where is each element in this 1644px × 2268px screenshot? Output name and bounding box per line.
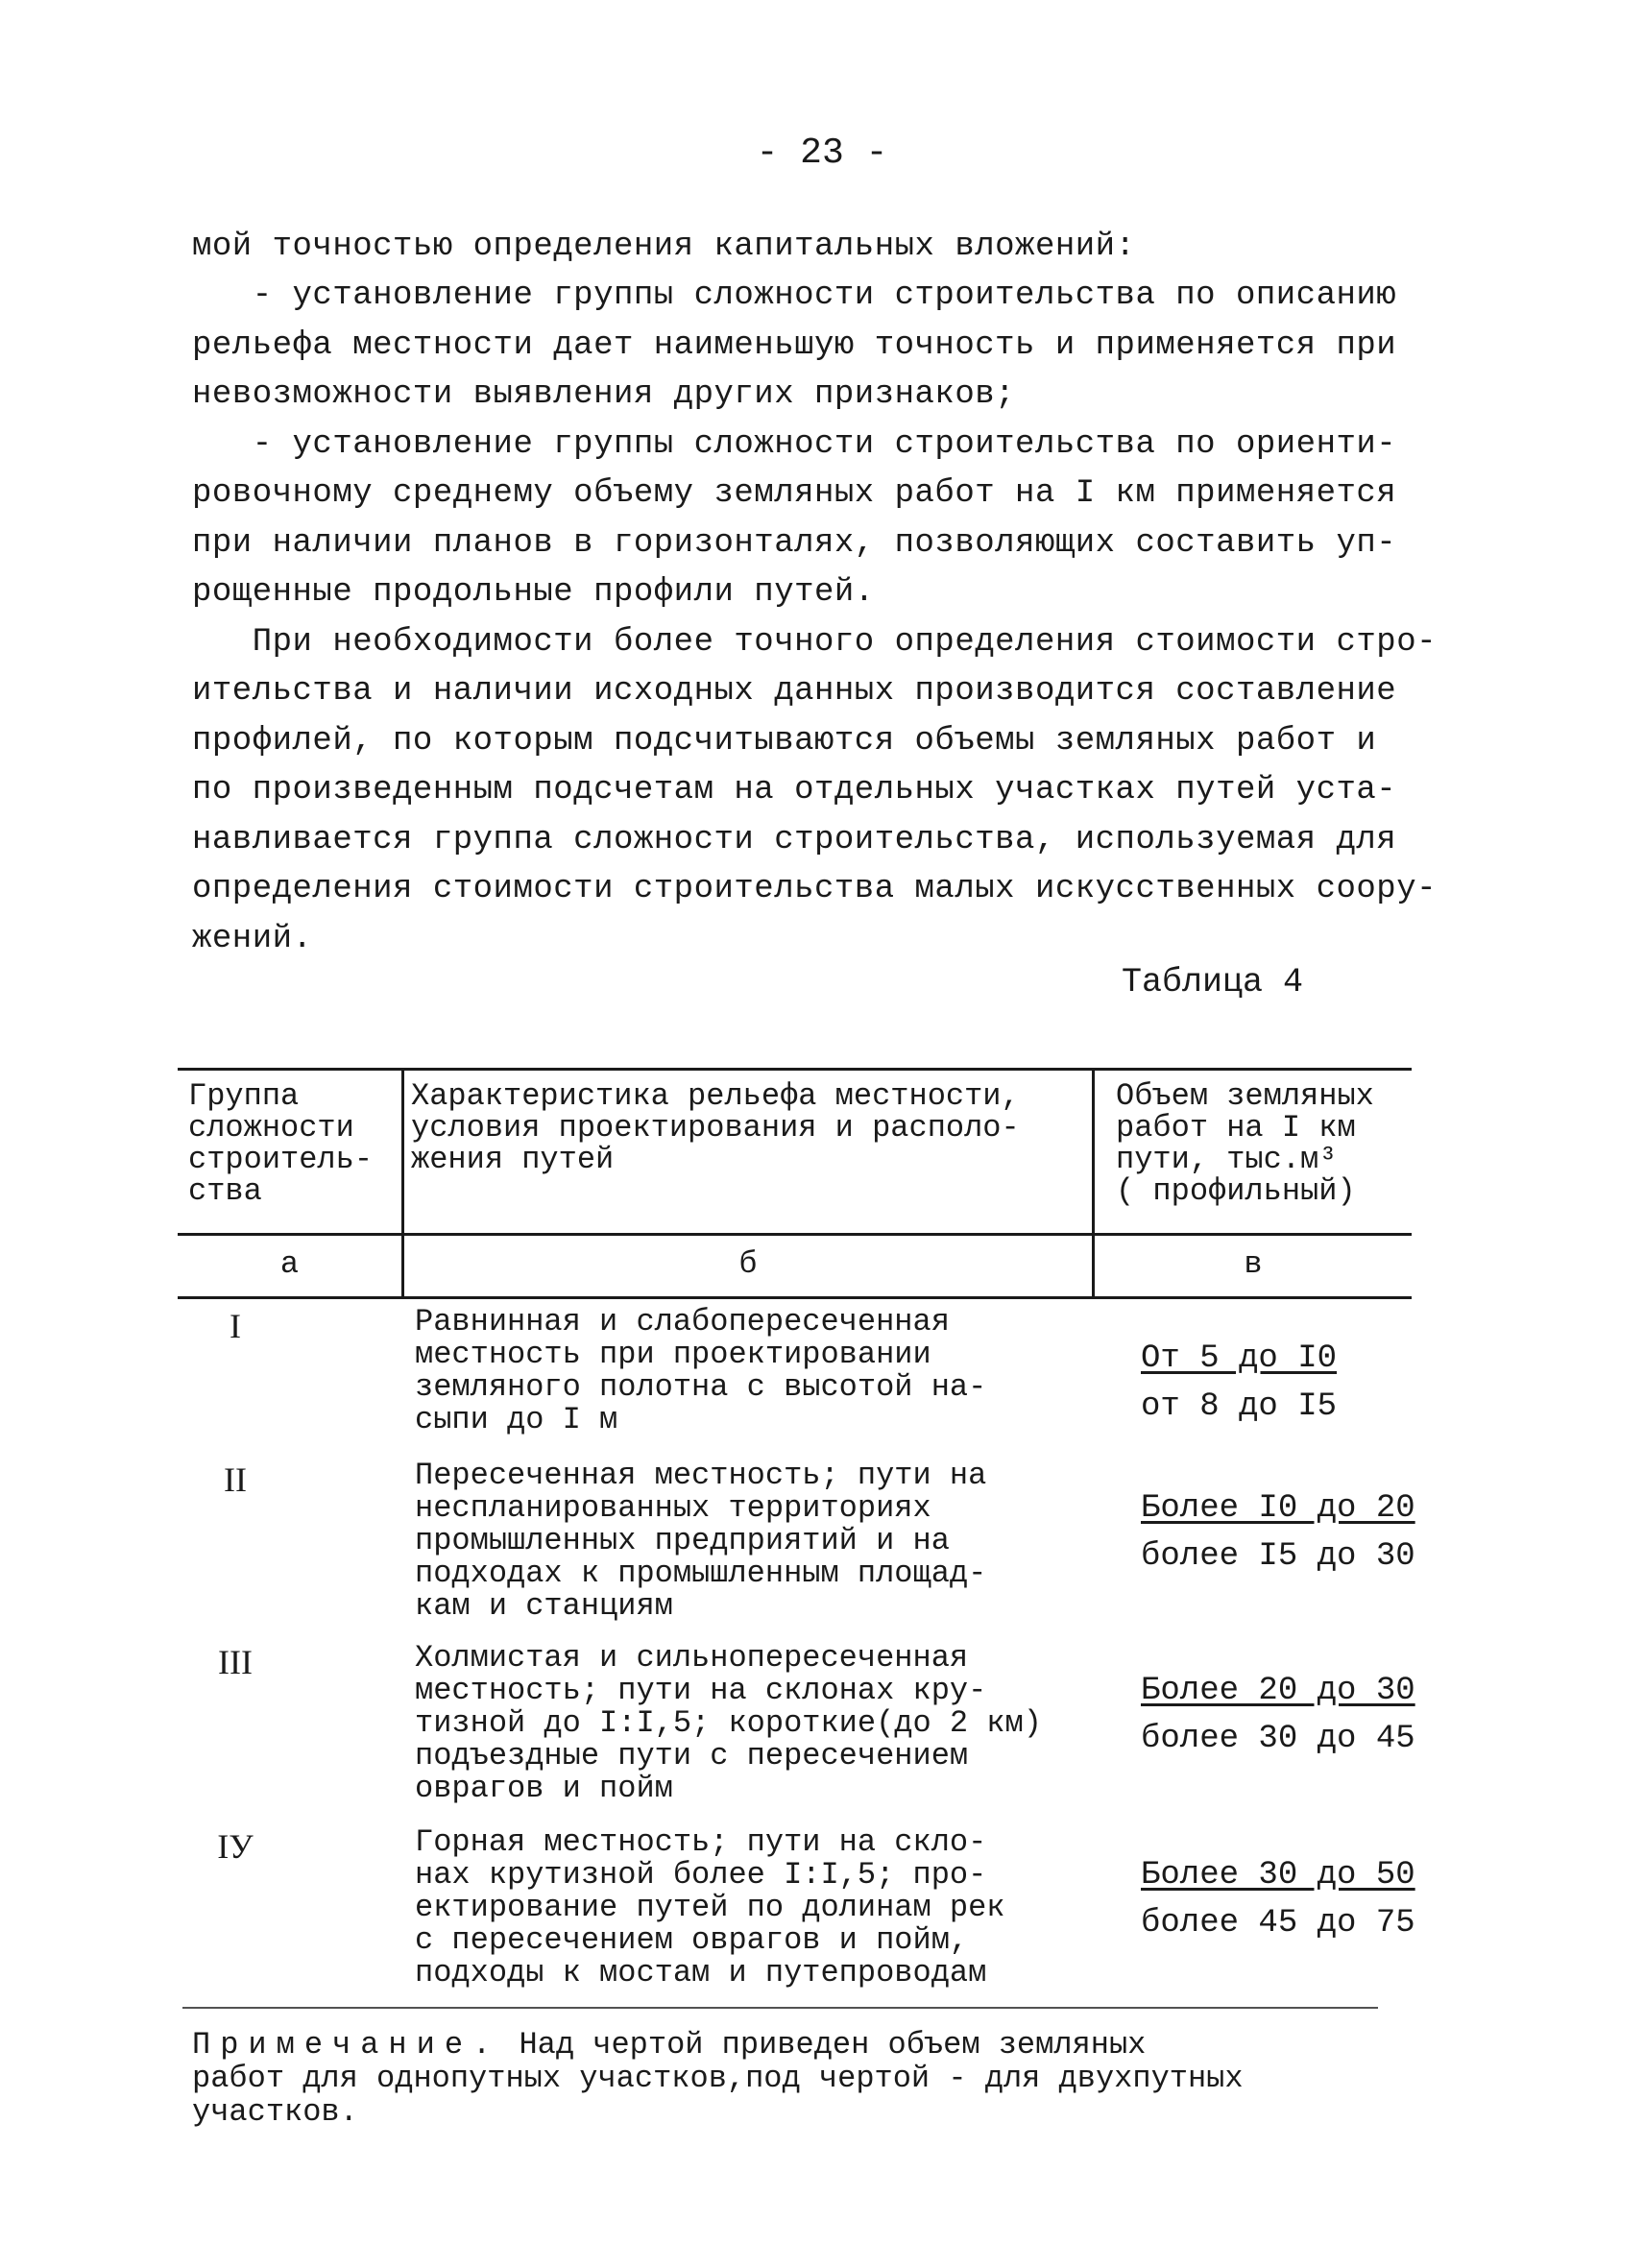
body-line: ровочному среднему объему земляных работ на I км применяется [192,475,1397,512]
body-line: мой точностью определения капитальных вложений: [192,229,1136,265]
body-line: - установление группы сложности строительства по описанию [192,277,1397,314]
row-group-label: II [224,1460,247,1499]
column-letter-v: в [1244,1246,1263,1282]
row-group-label: IУ [217,1827,254,1866]
body-line: рельефа местности дает наименьшую точность и применяется при [192,327,1397,364]
volume-single-track: Более 30 до 50 [1141,1857,1415,1894]
body-line: невозможности выявления других признаков; [192,376,1016,413]
row-group-label: III [218,1643,253,1681]
body-line: рощенные продольные профили путей. [192,574,875,611]
header-group: Группа сложности строитель- ства [188,1078,374,1209]
body-line: по произведенным подсчетам на отдельных участках путей уста- [192,772,1397,808]
volume-single-track: Более 20 до 30 [1141,1673,1415,1709]
table-note [192,2028,1498,2129]
table-bottom-rule [182,2007,1378,2009]
row-group-label: I [230,1307,241,1345]
volume-single-track: От 5 до I0 [1141,1340,1338,1377]
letters-bottom-rule [178,1296,1412,1299]
body-line: - установление группы сложности строительства по ориенти- [192,426,1397,463]
body-line: при наличии планов в горизонталях, позволяющих составить уп- [192,525,1397,562]
body-line: навливается группа сложности строительства, используемая для [192,822,1397,858]
volume-single-track: Более I0 до 20 [1141,1490,1415,1527]
page-number: - 23 - [756,133,888,174]
volume-double-track: более 45 до 75 [1141,1905,1415,1942]
row-description: Пересеченная местность; пути на неспланированных территориях промышленных предприятий и на подходах к промышленным площад- кам и станциям [415,1458,987,1624]
volume-double-track: более I5 до 30 [1141,1538,1415,1575]
row-description: Горная местность; пути на скло- нах крутизной более I:I,5; про- ектирование путей по долинам рек с пересечением оврагов и пойм, подходы к мостам и путепроводам [415,1824,1005,1991]
header-volume: Объем земляных работ на I км пути, тыс.м³ ( профильный) [1116,1078,1374,1209]
header-characteristic: Характеристика рельефа местности, условия проектирования и располо- жения путей [411,1078,1020,1177]
note-label: Примечание. [192,2027,501,2063]
row-description: Равнинная и слабопересеченная местность при проектировании земляного полотна с высотой на- сыпи до I м [415,1304,987,1437]
body-line: ительства и наличии исходных данных производится составление [192,673,1397,710]
note-text: Над чертой приведен объем земляных работ для однопутных участков,под чертой - для двухпутных участков. [192,2027,1244,2130]
header-bottom-rule [178,1233,1412,1236]
volume-double-track: от 8 до I5 [1141,1388,1338,1425]
body-line: жений. [192,921,313,957]
body-line: определения стоимости строительства малых искусственных соору- [192,871,1438,907]
body-line: профилей, по которым подсчитываются объемы земляных работ и [192,723,1377,760]
table-caption: Таблица 4 [1122,963,1304,1001]
body-line: При необходимости более точного определения стоимости стро- [192,624,1438,661]
row-description: Холмистая и сильнопересеченная местность; пути на склонах кру- тизной до I:I,5; короткие(до 2 км) подъездные пути с пересечением оврагов и пойм [415,1640,1042,1806]
table-top-rule [178,1068,1412,1071]
column-letter-b: б [738,1246,758,1282]
column-letter-a: а [279,1246,300,1282]
volume-double-track: более 30 до 45 [1141,1721,1415,1757]
